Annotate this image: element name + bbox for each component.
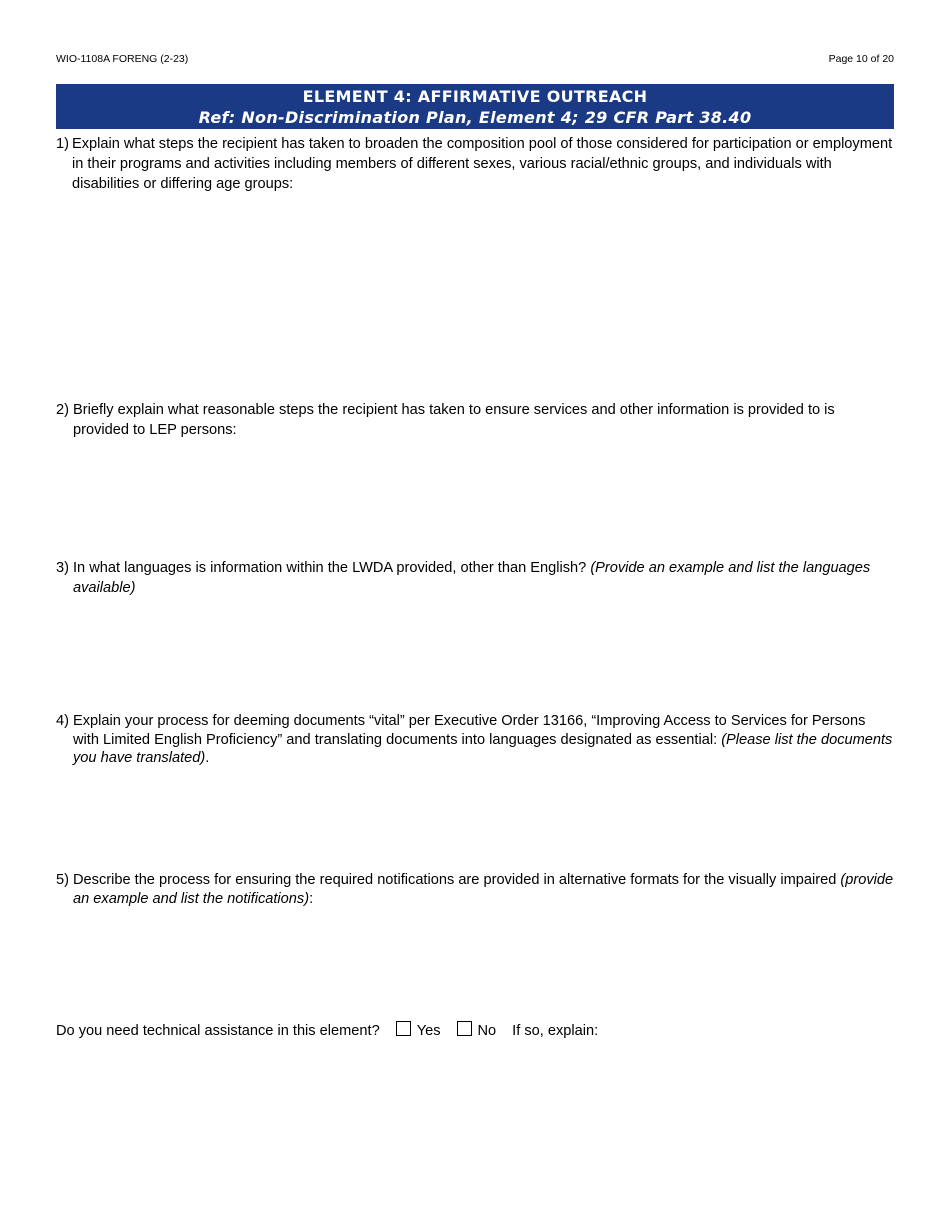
section-reference: Ref: Non-Discrimination Plan, Element 4; 29 CFR Part 38.40 [198, 108, 752, 127]
question-1 [56, 134, 894, 194]
question-hint: (Provide an example and list the languages available) [73, 560, 871, 596]
technical-assistance-question: Do you need technical assistance in this element? [56, 1023, 380, 1039]
question-text: Briefly explain what reasonable steps the recipient has taken to ensure services and other information is provided to is provided to LEP persons: [73, 402, 835, 438]
question-text: Explain your process for deeming documents “vital” per Executive Order 13166, “Improving Access to Services for Persons with Limited English Proficiency” and translating documents into languages designated as essential: [73, 713, 866, 748]
form-id: WIO-1108A FORENG (2-23) [56, 53, 189, 65]
yes-checkbox[interactable] [396, 1021, 411, 1036]
question-text: In what languages is information within the LWDA provided, other than English? [73, 560, 587, 576]
question-text: Describe the process for ensuring the required notifications are provided in alternative formats for the visually impaired [73, 872, 837, 888]
question-number: 2) [56, 402, 69, 418]
question-3 [56, 558, 894, 598]
page-number: Page 10 of 20 [828, 53, 894, 65]
section-title: ELEMENT 4: AFFIRMATIVE OUTREACH [302, 87, 648, 106]
question-number: 3) [56, 560, 69, 576]
question-4 [56, 712, 894, 768]
question-number: 1) [56, 136, 69, 152]
section-banner [56, 84, 894, 129]
question-text: Explain what steps the recipient has taken to broaden the composition pool of those considered for participation or employment in their programs and activities including members of different sexes, various racial/ethnic groups, and individuals with disabilities or differing age groups: [72, 136, 893, 192]
question-hint: (provide an example and list the notifications) [73, 872, 894, 907]
no-label: No [477, 1023, 497, 1039]
technical-assistance-row [56, 1021, 598, 1041]
question-tail: . [205, 750, 210, 766]
question-hint: (Please list the documents you have translated) [73, 731, 893, 766]
question-tail: : [309, 891, 314, 907]
question-number: 5) [56, 872, 69, 888]
yes-label: Yes [416, 1023, 441, 1039]
question-5 [56, 871, 894, 909]
question-number: 4) [56, 713, 69, 729]
explain-label: If so, explain: [512, 1023, 599, 1039]
question-2 [56, 400, 894, 440]
no-checkbox[interactable] [457, 1021, 472, 1036]
